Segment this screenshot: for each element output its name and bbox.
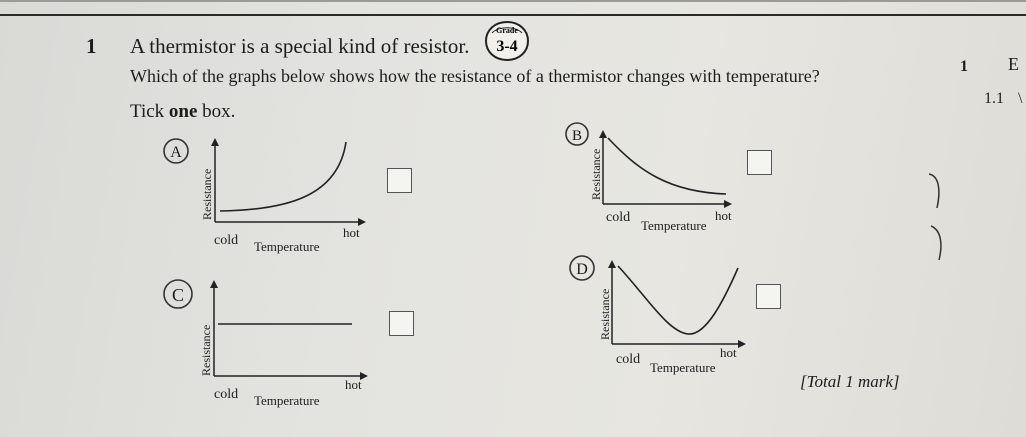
y-axis-arrow-icon xyxy=(211,138,219,146)
x-axis-label: Temperature xyxy=(650,360,716,375)
x-low-label: cold xyxy=(214,233,239,248)
margin-letter: E xyxy=(1008,54,1019,74)
tickbox-a[interactable] xyxy=(387,168,412,193)
graph-b xyxy=(558,118,748,240)
curve-increasing xyxy=(220,142,346,211)
y-axis-label: Resistance xyxy=(200,168,214,220)
grade-badge xyxy=(484,20,530,62)
x-axis-label: Temperature xyxy=(641,218,707,233)
x-low-label: cold xyxy=(616,352,641,367)
tickbox-d[interactable] xyxy=(756,284,781,309)
y-axis-arrow-icon xyxy=(599,130,607,138)
instruction-suffix: box. xyxy=(197,101,236,122)
handwritten-label-c-text: C xyxy=(171,285,185,305)
y-axis-label: Resistance xyxy=(589,148,603,200)
handwritten-label-a xyxy=(164,139,188,163)
tickbox-b[interactable] xyxy=(747,150,772,175)
x-high-label: hot xyxy=(720,345,737,360)
x-low-label: cold xyxy=(214,387,239,402)
handwritten-label-d-text: D xyxy=(576,261,588,278)
x-high-label: hot xyxy=(345,377,362,392)
curve-u-shaped xyxy=(618,266,738,334)
margin-question-number: 1 xyxy=(960,58,968,75)
top-border xyxy=(0,0,1026,2)
x-axis-arrow-icon xyxy=(724,200,732,208)
y-axis-arrow-icon xyxy=(608,260,616,268)
y-axis-label: Resistance xyxy=(598,288,612,340)
graph-d xyxy=(568,252,758,382)
grade-badge-top-label: Grade xyxy=(496,26,518,35)
handwritten-label-a-text: A xyxy=(170,144,182,161)
instruction xyxy=(130,101,235,123)
handwritten-label-b xyxy=(566,123,588,145)
margin-part-number: 1.1 xyxy=(984,90,1004,107)
margin-part-mark: \ xyxy=(1018,90,1023,107)
tickbox-c[interactable] xyxy=(389,311,414,336)
handwritten-label-b-text: B xyxy=(571,128,583,144)
y-axis-label: Resistance xyxy=(199,324,213,376)
grade-badge-range: 3-4 xyxy=(496,38,518,55)
total-mark: [Total 1 mark] xyxy=(800,372,900,391)
header-rule xyxy=(0,14,1026,16)
x-low-label: cold xyxy=(606,210,631,225)
question-text: A thermistor is a special kind of resistor. xyxy=(130,34,470,58)
curve-decreasing xyxy=(608,138,726,194)
graph-c xyxy=(162,268,378,408)
question-number: 1 xyxy=(86,34,97,58)
x-axis-arrow-icon xyxy=(738,340,746,348)
question-prompt: Which of the graphs below shows how the resistance of a thermistor changes with temperature? xyxy=(130,66,820,86)
x-high-label: hot xyxy=(343,225,360,240)
instruction-prefix: Tick xyxy=(130,101,169,122)
x-high-label: hot xyxy=(715,208,732,223)
margin-brackets xyxy=(925,168,949,268)
handwritten-label-c xyxy=(164,280,192,308)
x-axis-label: Temperature xyxy=(254,239,320,254)
graph-a xyxy=(158,134,380,256)
x-axis-label: Temperature xyxy=(254,393,320,408)
handwritten-label-d xyxy=(570,256,594,280)
instruction-bold: one xyxy=(168,101,198,122)
y-axis-arrow-icon xyxy=(210,280,218,288)
